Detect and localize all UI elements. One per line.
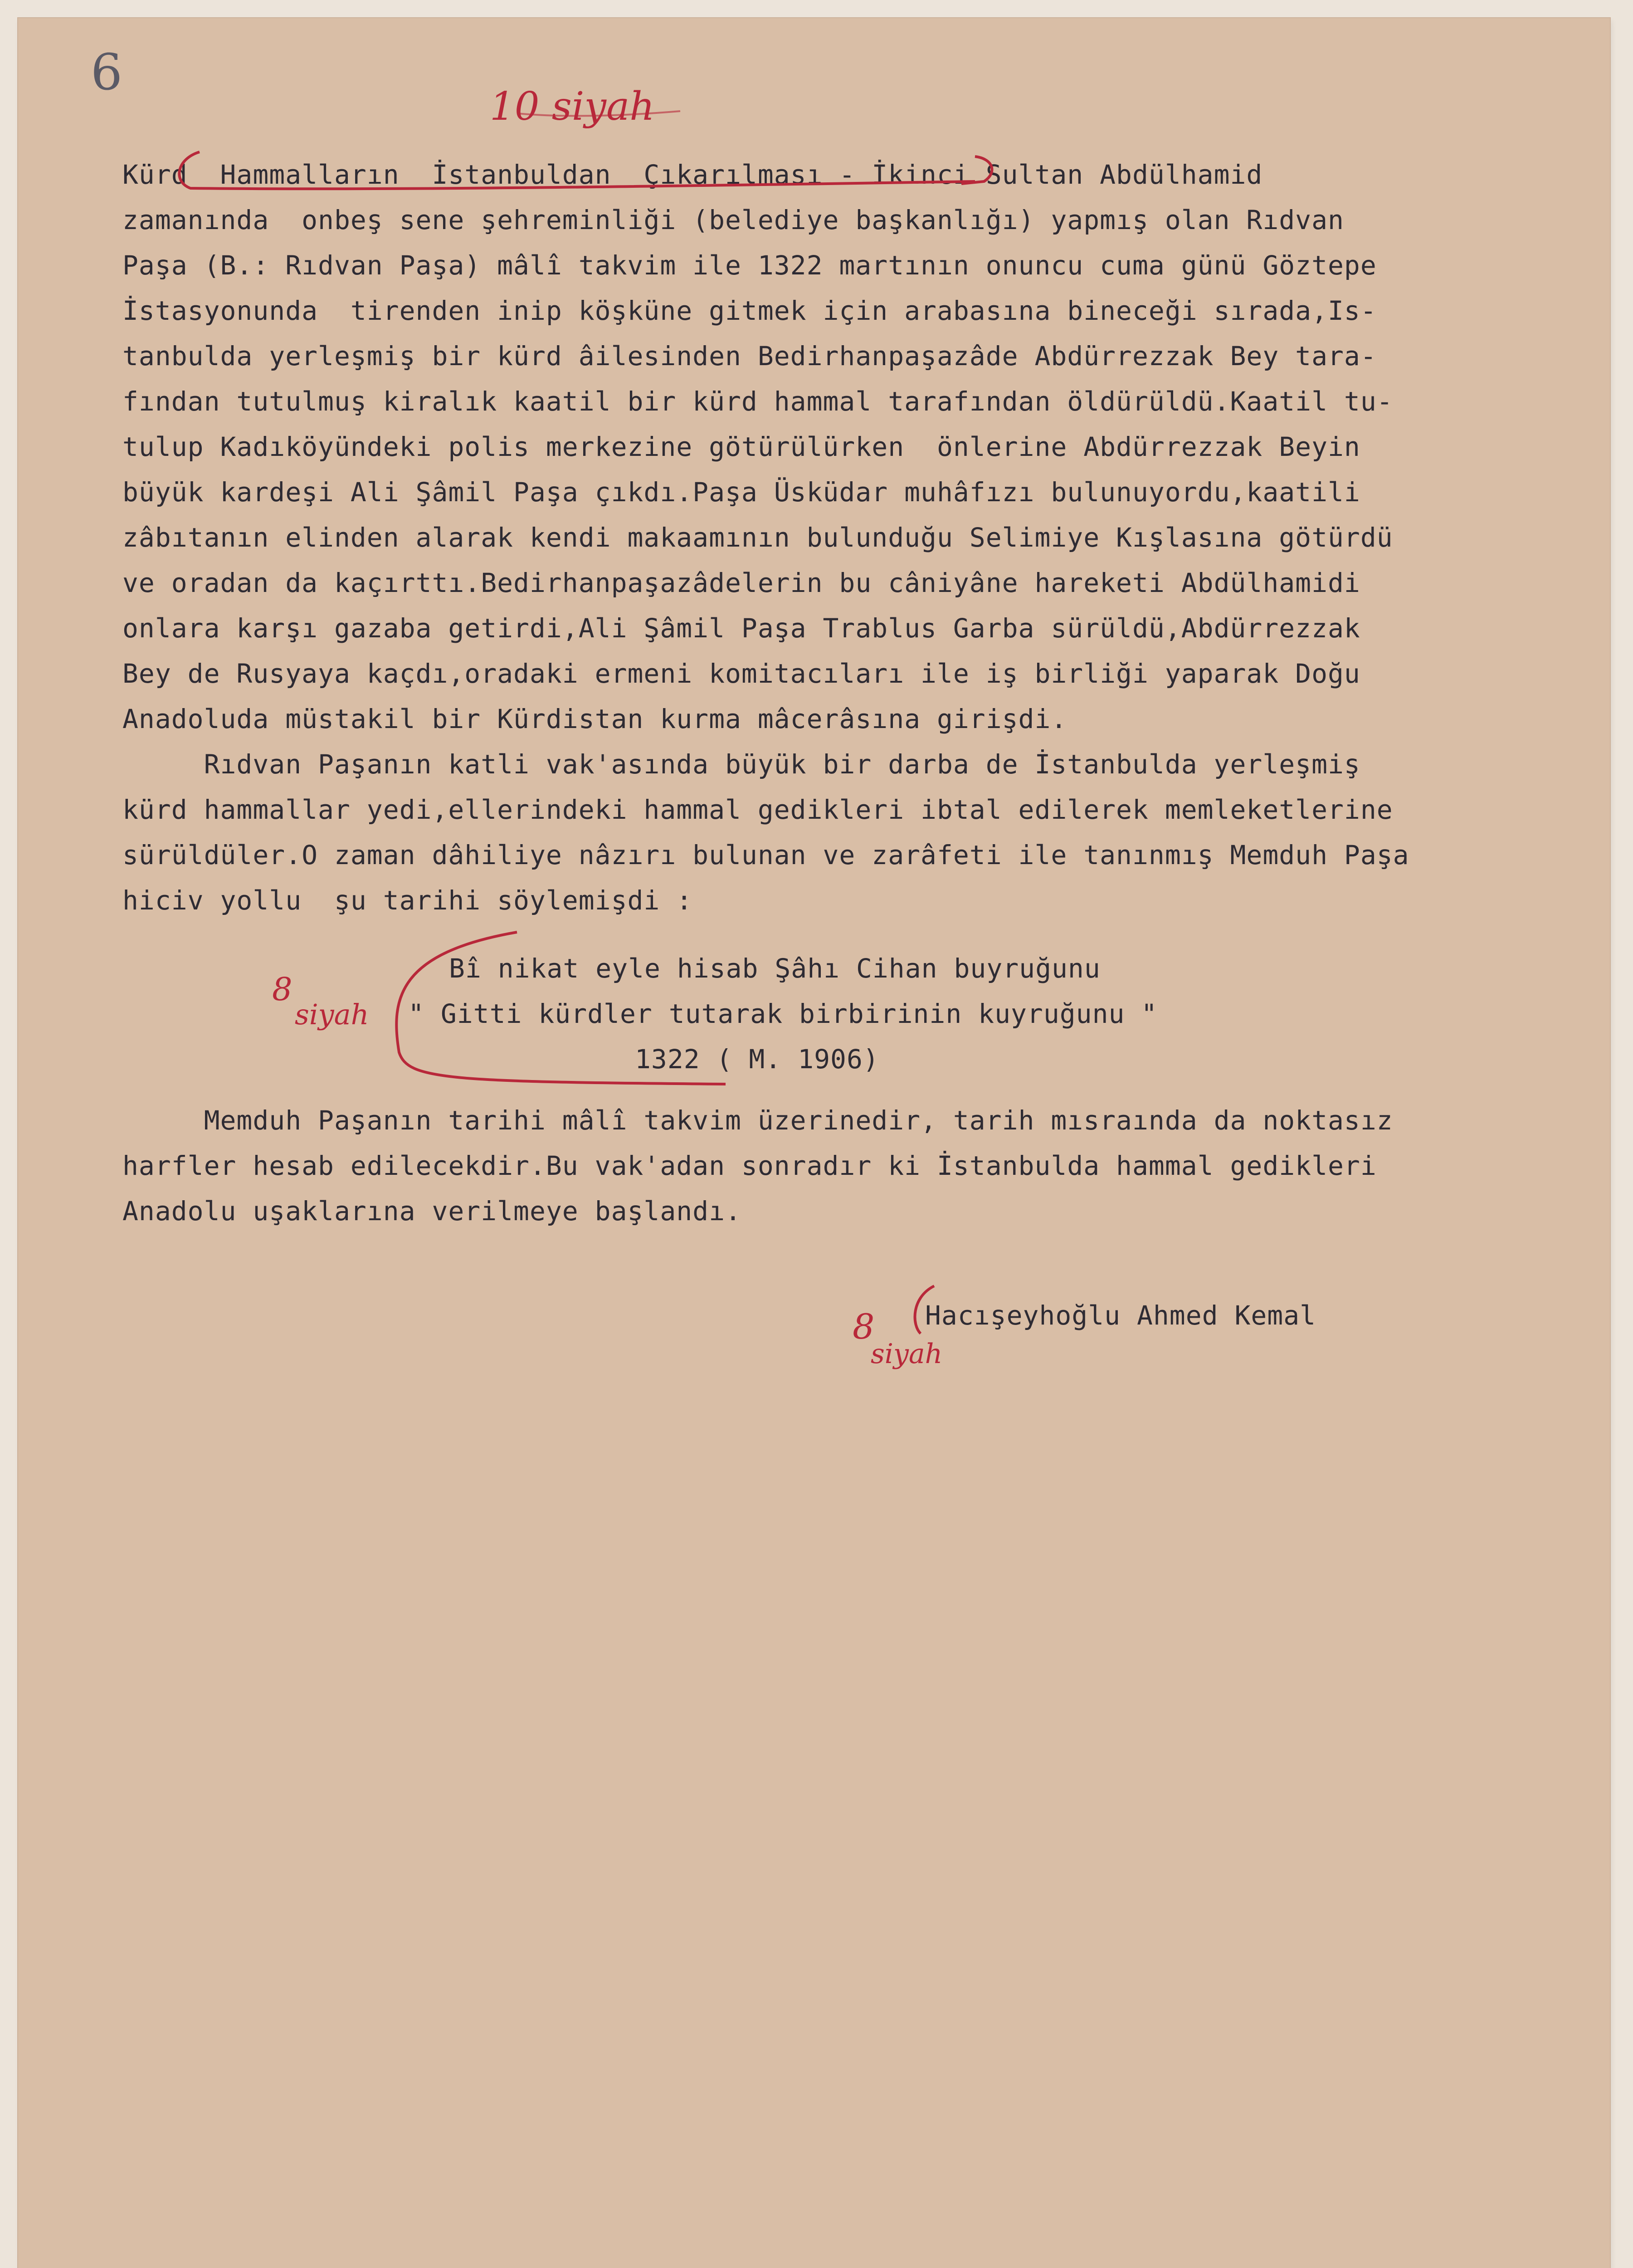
title-size-note: 10 siyah (490, 84, 655, 129)
author-signature: Hacışeyhoğlu Ahmed Kemal (925, 1300, 1316, 1331)
text-line: Anadoluda müstakil bir Kürdistan kurma mâcerâsına girişdi. (122, 704, 1068, 734)
text-line: Kürd Hammalların İstanbuldan Çıkarılması - İkinci Sultan Abdülhamid (122, 159, 1263, 190)
paragraph-3 (122, 1098, 1574, 1234)
text-line: Paşa (B.: Rıdvan Paşa) mâlî takvim ile 1322 martının onuncu cuma günü Göztepe (122, 250, 1377, 281)
text-line: Memduh Paşanın tarihi mâlî takvim üzerinedir, tarih mısraında da noktasız (122, 1105, 1393, 1136)
text-line: tanbulda yerleşmiş bir kürd âilesinden Bedirhanpaşazâde Abdürrezzak Bey tara- (122, 341, 1377, 371)
verse-date: 1322 ( M. 1906) (635, 1044, 879, 1075)
text-line: sürüldüler.O zaman dâhiliye nâzırı bulunan ve zarâfeti ile tanınmış Memduh Paşa (122, 840, 1409, 870)
text-line: büyük kardeşi Ali Şâmil Paşa çıkdı.Paşa Üsküdar muhâfızı bulunuyordu,kaatili (122, 477, 1360, 508)
verse-size-note-number: 8 (272, 971, 292, 1008)
text-line: İstasyonunda tirenden inip köşküne gitmek için arabasına bineceği sırada,Is- (122, 295, 1377, 326)
text-line: ve oradan da kaçırttı.Bedirhanpaşazâdelerin bu câniyâne hareketi Abdülhamidi (122, 567, 1360, 598)
verse-size-note-word: siyah (295, 998, 369, 1031)
text-line: tulup Kadıköyündeki polis merkezine götürülürken önlerine Abdürrezzak Beyin (122, 431, 1360, 462)
text-line: harfler hesab edilecekdir.Bu vak'adan sonradır ki İstanbulda hammal gedikleri (122, 1150, 1377, 1181)
text-line: hiciv yollu şu tarihi söylemişdi : (122, 885, 693, 916)
paragraph-2 (122, 742, 1574, 923)
text-line: fından tutulmuş kiralık kaatil bir kürd hammal tarafından öldürüldü.Kaatil tu- (122, 386, 1393, 417)
verse-line-2: " Gitti kürdler tutarak birbirinin kuyruğunu " (408, 998, 1158, 1029)
text-line: Bey de Rusyaya kaçdı,oradaki ermeni komitacıları ile iş birliği yaparak Doğu (122, 658, 1360, 689)
text-line: onlara karşı gazaba getirdi,Ali Şâmil Paşa Trablus Garba sürüldü,Abdürrezzak (122, 613, 1360, 644)
text-line: zamanında onbeş sene şehreminliği (belediye başkanlığı) yapmış olan Rıdvan (122, 205, 1344, 235)
signature-size-note-word: siyah (871, 1338, 943, 1370)
signature-size-note-number: 8 (853, 1306, 875, 1347)
paragraph-1 (122, 152, 1574, 742)
page-number: 6 (91, 43, 122, 101)
text-line: kürd hammallar yedi,ellerindeki hammal gedikleri ibtal edilerek memleketlerine (122, 794, 1393, 825)
text-line: Rıdvan Paşanın katli vak'asında büyük bir darba de İstanbulda yerleşmiş (122, 749, 1360, 780)
verse-line-1: Bî nikat eyle hisab Şâhı Cihan buyruğunu (449, 953, 1101, 984)
text-line: Anadolu uşaklarına verilmeye başlandı. (122, 1196, 741, 1227)
text-line: zâbıtanın elinden alarak kendi makaamının bulunduğu Selimiye Kışlasına götürdü (122, 522, 1393, 553)
verse-block (408, 946, 1315, 1082)
